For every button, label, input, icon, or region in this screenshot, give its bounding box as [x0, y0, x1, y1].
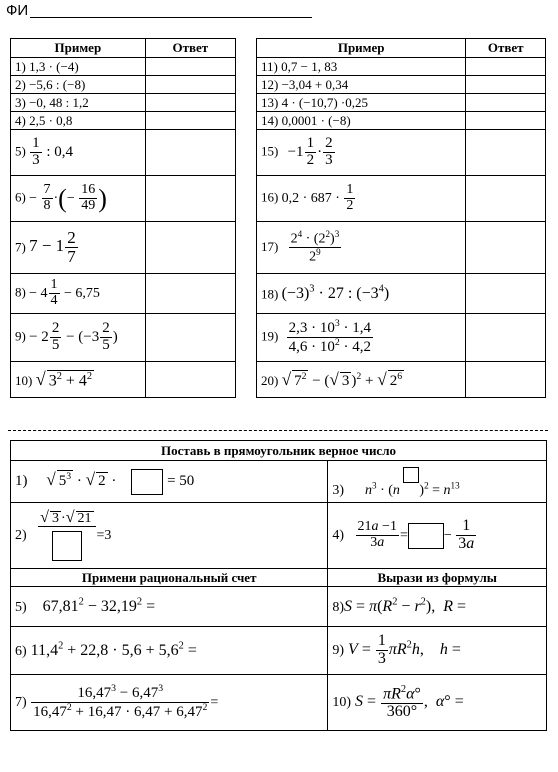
answer-cell[interactable] — [145, 314, 235, 362]
table-row: 14) 0,0001 · (−8) — [257, 112, 466, 130]
table-row: 11) 0,7 − 1, 83 — [257, 58, 466, 76]
answer-cell[interactable] — [466, 362, 546, 398]
name-label: ФИ — [6, 2, 29, 19]
task-5: 5) $67,81^2 - 32,19^2$ = — [11, 587, 328, 627]
answer-cell[interactable] — [145, 362, 235, 398]
table-row: 12) −3,04 + 0,34 — [257, 76, 466, 94]
table-row: 9) − 2 $\frac{2}{5}$ − (−3 $\frac{2}{5}$ ) — [11, 314, 146, 362]
task-4: 4) $\frac{21a -1}{3a}$ = − $\frac{1}{3a}$ — [328, 503, 547, 569]
cut-line — [8, 430, 548, 431]
table-row: 19) $\frac{2,3 \cdot 10^3 \cdot 1,4}{4,6 \cdot 10^2 \cdot 4,2}$ — [257, 314, 466, 362]
task-10: 10) S = $\frac{\pi R^2\alpha^\circ}{360^\circ}$ , α° = — [328, 675, 547, 731]
right-table — [256, 38, 546, 398]
answer-cell[interactable] — [145, 58, 235, 76]
answer-cell[interactable] — [466, 222, 546, 274]
answer-cell[interactable] — [466, 314, 546, 362]
task-7: 7) $\frac{16,47^3 - 6,47^3}{16,47^2 + 16,47 \cdot 6,47 + 6,47^2}$ = — [11, 675, 328, 731]
table-row: 6) − $\frac{7}{8}$ ·(− $\frac{16}{49}$ ) — [11, 176, 146, 222]
answer-box[interactable] — [52, 531, 82, 561]
answer-cell[interactable] — [145, 222, 235, 274]
table-row: 3) −0, 48 : 1,2 — [11, 94, 146, 112]
table-row: 16) 0,2 · 687 · $\frac{1}{2}$ — [257, 176, 466, 222]
table-row: 7) 7 − 1 $\frac{2}{7}$ — [11, 222, 146, 274]
answer-cell[interactable] — [145, 76, 235, 94]
table-row: 8) − 4 $\frac{1}{4}$ − 6,75 — [11, 274, 146, 314]
answer-cell[interactable] — [145, 94, 235, 112]
answer-box[interactable] — [408, 523, 444, 549]
task-6: 6) $11,4^2 + 22,8 \cdot 5,6 + 5,6^2$ = — [11, 627, 328, 675]
table-row: 15) −1 $\frac{1}{2}$ · $\frac{2}{3}$ — [257, 130, 466, 176]
task-8: $8)S = \pi(R^2 - r^2)$, R = — [328, 587, 547, 627]
answer-cell[interactable] — [466, 58, 546, 76]
table-row: 13) 4 · (−10,7) ·0,25 — [257, 94, 466, 112]
answer-cell[interactable] — [466, 112, 546, 130]
col-answer-header: Ответ — [145, 39, 235, 58]
table-row: 20) √ $7^2$ − (√ 3 )$^2$ + √ $2^6$ — [257, 362, 466, 398]
col-answer-header: Ответ — [466, 39, 546, 58]
table-row: 17) $\frac{2^4 \cdot (2^2)^3}{2^9}$ — [257, 222, 466, 274]
task-3: 3) $n^3 \cdot (n$ )$^2 = n^{13}$ — [328, 461, 547, 503]
answer-box[interactable] — [131, 469, 163, 495]
answer-cell[interactable] — [466, 76, 546, 94]
task-9: 9) V = $\frac{1}{3}$ $\pi R^2h$, h = — [328, 627, 547, 675]
table-row: 4) 2,5 · 0,8 — [11, 112, 146, 130]
table-row: 5) $\frac{1}{3}$ : 0,4 — [11, 130, 146, 176]
table-row: 10) √ $3^2 + 4^2$ — [11, 362, 146, 398]
table-row: 18) $(-3)^3 \cdot 27$ : $(-3^4)$ — [257, 274, 466, 314]
col-example-header: Пример — [11, 39, 146, 58]
answer-cell[interactable] — [466, 130, 546, 176]
section-formula: Вырази из формулы — [328, 569, 547, 587]
task-2: 2) √ 3 ·√ 21 =3 — [11, 503, 328, 569]
bottom-table — [10, 440, 547, 731]
table-row: 1) 1,3 · (−4) — [11, 58, 146, 76]
section-title: Поставь в прямоугольник верное число — [11, 441, 547, 461]
name-line[interactable] — [30, 17, 312, 18]
answer-cell[interactable] — [145, 274, 235, 314]
answer-cell[interactable] — [145, 176, 235, 222]
answer-cell[interactable] — [466, 94, 546, 112]
answer-cell[interactable] — [145, 112, 235, 130]
left-table — [10, 38, 236, 398]
answer-box[interactable] — [403, 467, 419, 483]
answer-cell[interactable] — [145, 130, 235, 176]
table-row: 2) −5,6 : (−8) — [11, 76, 146, 94]
task-1: 1) √ $5^3$ · √ 2 · = 50 — [11, 461, 328, 503]
col-example-header: Пример — [257, 39, 466, 58]
answer-cell[interactable] — [466, 274, 546, 314]
section-rational: Примени рациональный счет — [11, 569, 328, 587]
answer-cell[interactable] — [466, 176, 546, 222]
